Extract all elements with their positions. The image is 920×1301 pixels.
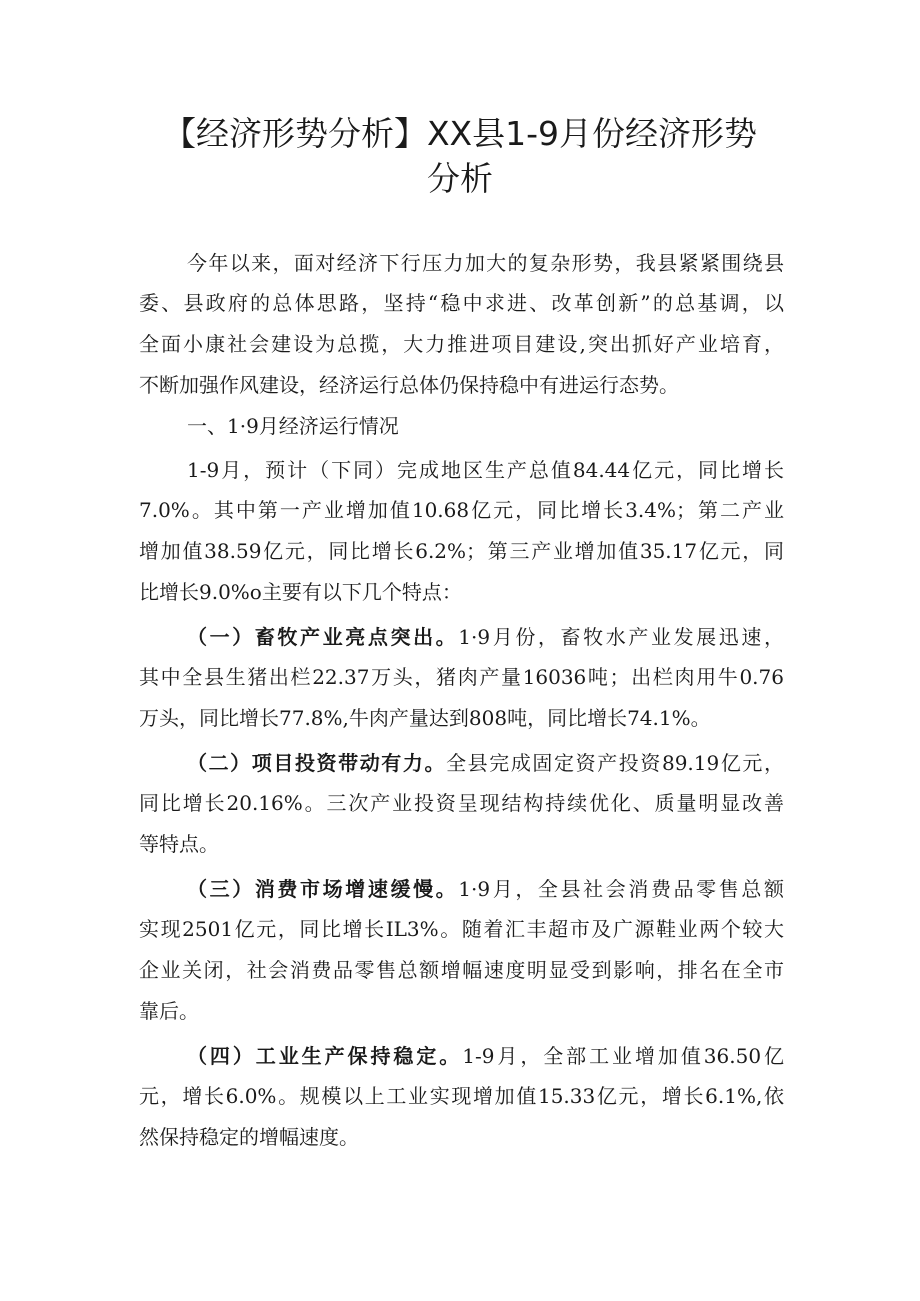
subsection-heading-2: （二）项目投资带动有力。 — [187, 751, 447, 775]
document-title-line-2: 分析 — [427, 159, 493, 198]
text-span: 全县完成固定资产投资89.19亿元， — [446, 751, 784, 775]
text-line: 今年以来，面对经济下行压力加大的复杂形势，我县紧紧围绕县 — [187, 251, 784, 275]
subsection-line — [187, 743, 784, 783]
subsection-heading-1: （一）畜牧产业亮点突出。 — [187, 625, 459, 649]
text-line: 委、县政府的总体思路，坚持“稳中求进、改革创新”的总基调，以 — [139, 291, 784, 315]
text-line: 企业关闭，社会消费品零售总额增幅速度明显受到影响，排名在全市 — [139, 958, 784, 982]
text-line: 全面小康社会建设为总揽，大力推进项目建设,突出抓好产业培育， — [139, 332, 784, 356]
text-line: 1-9月，预计（下同）完成地区生产总值84.44亿元，同比增长 — [187, 458, 784, 482]
text-line: 靠后。 — [139, 999, 199, 1023]
text-line: 7.0%。其中第一产业增加值10.68亿元，同比增长3.4%；第二产业 — [139, 498, 784, 522]
subsection-heading-3: （三）消费市场增速缓慢。 — [187, 877, 459, 901]
subsection-line — [187, 617, 784, 657]
document-title-line-1: 【经济形势分析】XX县1-9月份经济形势 — [162, 114, 758, 153]
text-line: 同比增长20.16%。三次产业投资呈现结构持续优化、质量明显改善 — [139, 791, 784, 815]
text-span: 1·9月份，畜牧水产业发展迅速， — [458, 625, 785, 649]
text-line: 元，增长6.0%。规模以上工业实现增加值15.33亿元，增长6.1%,依 — [139, 1084, 784, 1108]
subsection-heading-4: （四）工业生产保持稳定。 — [187, 1044, 463, 1068]
text-line: 不断加强作风建设，经济运行总体仍保持稳中有进运行态势。 — [139, 373, 679, 397]
section-heading: 一、1·9月经济运行情况 — [187, 414, 399, 438]
text-line: 等特点。 — [139, 832, 219, 856]
text-line: 实现2501亿元，同比增长IL3%。随着汇丰超市及广源鞋业两个较大 — [139, 917, 784, 941]
text-span: 1·9月，全县社会消费品零售总额 — [458, 877, 785, 901]
subsection-line — [187, 1036, 784, 1076]
text-line: 然保持稳定的增幅速度。 — [139, 1125, 359, 1149]
text-span: 1-9月，全部工业增加值36.50亿 — [462, 1044, 784, 1068]
text-line: 其中全县生猪出栏22.37万头，猪肉产量16036吨；出栏肉用牛0.76 — [139, 665, 784, 689]
text-line: 比增长9.0%o主要有以下几个特点： — [139, 580, 462, 604]
subsection-line — [187, 869, 784, 909]
text-line: 增加值38.59亿元，同比增长6.2%；第三产业增加值35.17亿元，同 — [139, 539, 784, 563]
text-line: 万头，同比增长77.8%,牛肉产量达到808吨，同比增长74.1%。 — [139, 706, 711, 730]
